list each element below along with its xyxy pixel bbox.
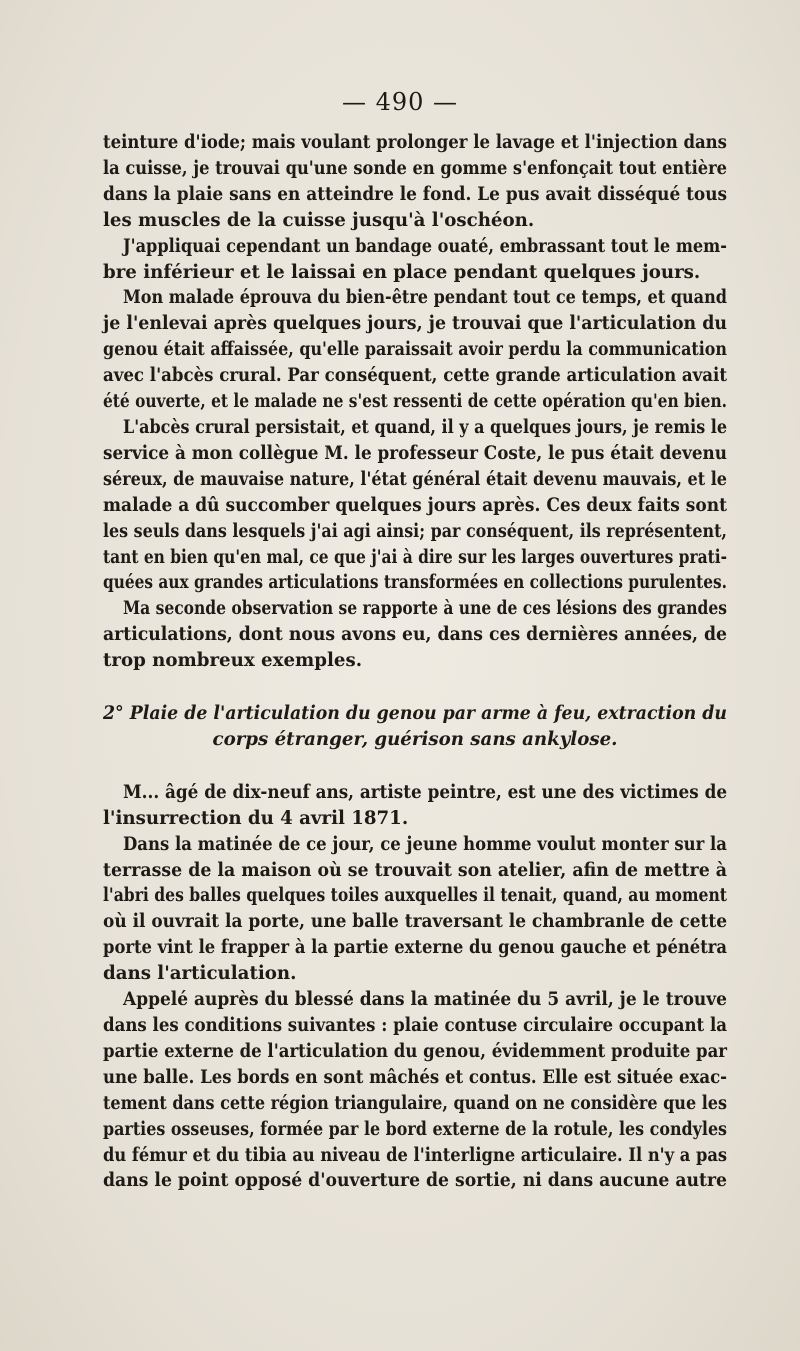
text-line: tement dans cette région triangulaire, quand on ne considère que les	[103, 1092, 727, 1114]
paragraph-3	[103, 285, 727, 415]
text-line: quées aux grandes articulations transformées en collections purulentes.	[103, 572, 727, 594]
text-line: bre inférieur et le laissai en place pendant quelques jours.	[103, 261, 701, 283]
paragraph-7	[103, 832, 727, 987]
text-line: service à mon collègue M. le professeur Coste, le pus était devenu	[103, 442, 728, 464]
text-line: terrasse de la maison où se trouvait son atelier, afin de mettre à	[103, 859, 728, 881]
section-heading	[103, 701, 727, 753]
paragraph-5	[103, 596, 727, 674]
text-line: Ma seconde observation se rapporte à une de ces lésions des grandes	[123, 598, 727, 620]
paragraph-8	[103, 987, 727, 1194]
text-line: les seuls dans lesquels j'ai agi ainsi; par conséquent, ils représentent,	[103, 520, 727, 542]
text-line: l'insurrection du 4 avril 1871.	[103, 807, 409, 829]
text-line: dans la plaie sans en atteindre le fond. Le pus avait disséqué tous	[103, 183, 728, 205]
section-heading-line-2: corps étranger, guérison sans ankylose.	[212, 728, 618, 750]
text-line: du fémur et du tibia au niveau de l'interligne articulaire. Il n'y a pas	[103, 1144, 728, 1166]
text-line: trop nombreux exemples.	[103, 650, 363, 672]
text-line: Dans la matinée de ce jour, ce jeune homme voulut monter sur la	[123, 833, 727, 855]
page-number: — 490 —	[341, 88, 459, 116]
text-line: la cuisse, je trouvai qu'une sonde en gomme s'enfonçait tout entière	[103, 157, 728, 179]
paragraph-2	[103, 234, 727, 286]
text-line: dans les conditions suivantes : plaie contuse circulaire occupant la	[103, 1015, 727, 1036]
text-line: articulations, dont nous avons eu, dans ces dernières années, de	[103, 624, 728, 646]
section-heading-line-1: 2° Plaie de l'articulation du genou par arme à feu, extraction du	[103, 703, 727, 725]
text-line: je l'enlevai après quelques jours, je trouvai que l'articulation du	[103, 313, 727, 335]
paragraph-4	[103, 415, 727, 596]
text-line: M... âgé de dix-neuf ans, artiste peintre, est une des victimes de	[123, 781, 728, 803]
text-line: séreux, de mauvaise nature, l'état général était devenu mauvais, et le	[103, 468, 727, 490]
text-line: genou était affaissée, qu'elle paraissait avoir perdu la communication	[103, 339, 728, 361]
text-line: où il ouvrait la porte, une balle traversant le chambranle de cette	[103, 911, 728, 933]
text-line: les muscles de la cuisse jusqu'à l'oschéon.	[103, 209, 535, 231]
text-line: L'abcès crural persistait, et quand, il y a quelques jours, je remis le	[123, 416, 728, 438]
text-line: Appelé auprès du blessé dans la matinée du 5 avril, je le trouve	[123, 989, 727, 1011]
text-line: parties osseuses, formée par le bord externe de la rotule, les condyles	[103, 1118, 728, 1140]
text-line: malade a dû succomber quelques jours après. Ces deux faits sont	[103, 494, 727, 516]
text-line: été ouverte, et le malade ne s'est ressenti de cette opération qu'en bien.	[103, 391, 728, 413]
text-line: partie externe de l'articulation du genou, évidemment produite par	[103, 1040, 727, 1062]
body-text	[103, 130, 727, 1194]
text-line: dans l'articulation.	[103, 963, 297, 985]
text-line: J'appliquai cependant un bandage ouaté, embrassant tout le mem-	[123, 235, 727, 257]
text-line: dans le point opposé d'ouverture de sortie, ni dans aucune autre	[103, 1170, 728, 1192]
text-line: porte vint le frapper à la partie externe du genou gauche et pénétra	[103, 937, 728, 959]
text-line: teinture d'iode; mais voulant prolonger le lavage et l'injection dans	[103, 132, 727, 153]
text-line: tant en bien qu'en mal, ce que j'ai à dire sur les larges ouvertures prati-	[103, 546, 728, 568]
paragraph-1	[103, 130, 727, 234]
text-line: Mon malade éprouva du bien-être pendant tout ce temps, et quand	[123, 287, 727, 309]
text-line: avec l'abcès crural. Par conséquent, cette grande articulation avait	[103, 365, 728, 387]
text-line: une balle. Les bords en sont mâchés et contus. Elle est située exac-	[103, 1066, 728, 1088]
paragraph-6	[103, 780, 727, 832]
text-line: l'abri des balles quelques toiles auxquelles il tenait, quand, au moment	[103, 885, 728, 907]
